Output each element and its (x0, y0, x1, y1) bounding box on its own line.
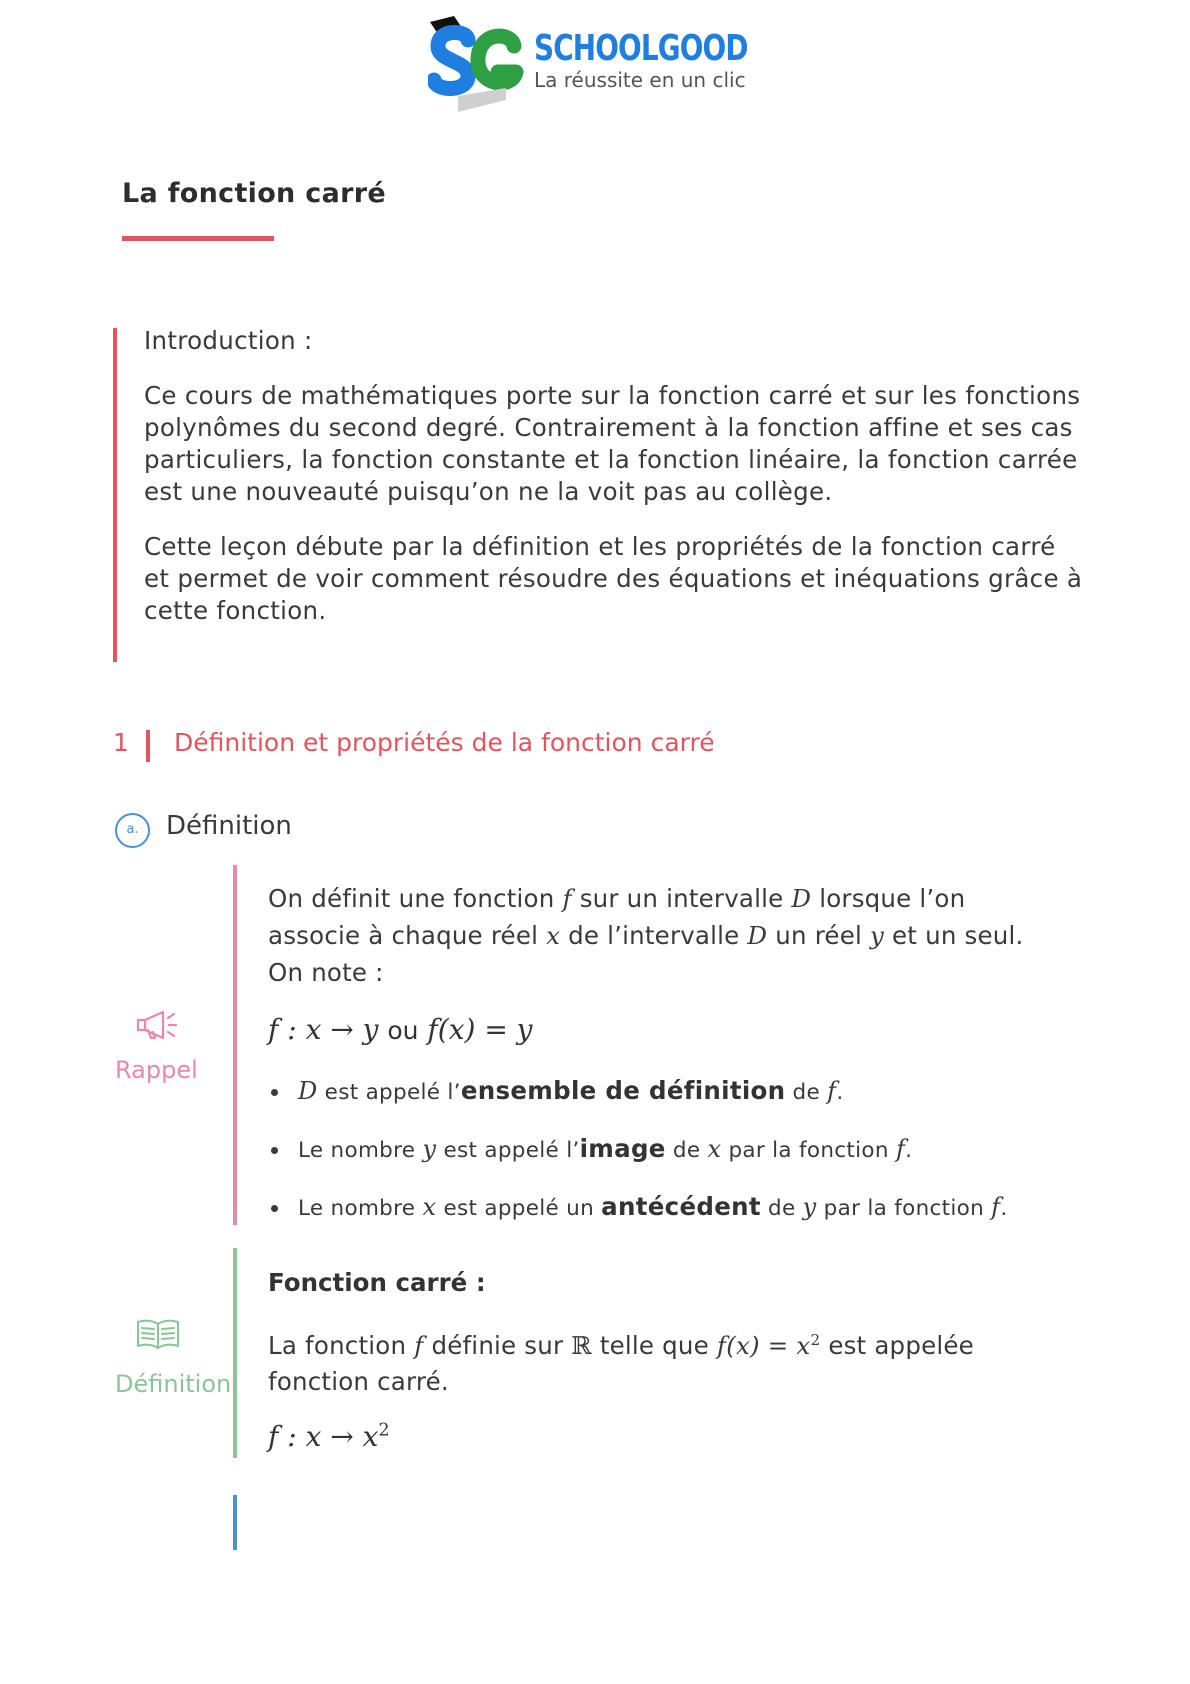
text-segment: Le nombre (298, 1138, 423, 1163)
math-x: x (422, 1193, 437, 1221)
math-f: f (991, 1193, 1001, 1221)
definition-accent-bar (233, 1248, 237, 1458)
math-reals: ℝ (571, 1331, 592, 1361)
rappel-text (268, 880, 1098, 991)
list-item (268, 1128, 1098, 1186)
schoolgood-logo[interactable] (428, 16, 778, 112)
formula-left: f : x → y (268, 1013, 379, 1046)
math-exponent: 2 (810, 1331, 821, 1349)
intro-heading: Introduction : (144, 326, 313, 355)
megaphone-icon (136, 1009, 180, 1041)
text-segment: un réel (767, 921, 870, 950)
formula-ou: ou (387, 1016, 419, 1045)
math-f: f (414, 1331, 424, 1361)
text-segment: de (665, 1138, 708, 1163)
math-D: D (298, 1077, 318, 1105)
text-segment: est appelée (820, 1331, 974, 1361)
text-segment: de (785, 1080, 828, 1105)
math-D: D (791, 884, 812, 913)
intro-paragraph-2: Cette leçon débute par la définition et les propriétés de la fonction carré et permet de voir comment résoudre des équations et inéquations grâce à cette fonction. (144, 532, 1083, 625)
text-segment: par la fonction (816, 1196, 992, 1221)
text-segment: sur un intervalle (571, 884, 792, 913)
text-segment: Le nombre (298, 1196, 423, 1221)
text-segment: et un seul. (884, 921, 1024, 950)
text-segment: de (760, 1196, 803, 1221)
text-segment: fonction carré. (268, 1367, 449, 1397)
section-accent-bar (146, 730, 150, 762)
text-segment: . (836, 1080, 844, 1105)
rappel-label: Rappel (115, 1056, 198, 1084)
text-segment: est appelé un (436, 1196, 602, 1221)
text-segment: définie sur (423, 1331, 572, 1361)
math-fx: f(x) = x (716, 1331, 811, 1361)
subsection-marker: a. (115, 813, 150, 848)
intro-accent-bar (113, 328, 117, 662)
math-f: f (562, 884, 572, 913)
open-book-icon (135, 1318, 181, 1352)
math-x: x (546, 921, 561, 950)
brand-tagline: La réussite en un clic (534, 68, 746, 92)
logo-mark-icon (428, 16, 528, 112)
rappel-formula (268, 1013, 533, 1046)
formula-right: f(x) = y (427, 1013, 533, 1046)
math-f: f (895, 1135, 906, 1163)
list-item (268, 1186, 1098, 1244)
formula-exponent: 2 (378, 1420, 390, 1441)
intro-block (144, 325, 1084, 650)
text-segment: par la fonction (721, 1138, 896, 1163)
text-segment: La fonction (268, 1331, 415, 1361)
text-segment: On définit une fonction (268, 884, 563, 913)
math-y: y (422, 1135, 437, 1163)
intro-paragraph-1: Ce cours de mathématiques porte sur la fonction carré et sur les fonctions polynômes du second degré. Contrairement à la fonction affine et ses cas particuliers, la fonction constante et la fonction linéaire, la fonction carrée est une nouveauté puisqu’on ne la voit pas au collège. (144, 381, 1081, 506)
text-segment: telle que (591, 1331, 717, 1361)
text-segment: lorsque l’on (811, 884, 966, 913)
text-segment: est appelé l’ (436, 1138, 580, 1163)
definition-formula (268, 1420, 390, 1453)
bold-term: ensemble de définition (460, 1076, 786, 1105)
rappel-line-1 (268, 880, 1098, 917)
definition-title: Fonction carré : (268, 1268, 486, 1297)
next-box-accent-bar (233, 1495, 237, 1550)
text-segment: est appelé l’ (317, 1080, 461, 1105)
bold-term: image (579, 1134, 666, 1163)
rappel-line-2 (268, 917, 1098, 954)
bold-term: antécédent (601, 1192, 761, 1221)
rappel-accent-bar (233, 865, 237, 1225)
math-f: f (827, 1077, 837, 1105)
text-segment: . (905, 1138, 913, 1163)
text-segment: . (1000, 1196, 1008, 1221)
title-underline (122, 236, 274, 241)
text-segment: associe à chaque réel (268, 921, 547, 950)
math-D: D (747, 921, 768, 950)
section-title: Définition et propriétés de la fonction carré (174, 728, 715, 757)
subsection-title: Définition (166, 811, 292, 841)
math-y: y (869, 921, 885, 950)
rappel-line-3: On note : (268, 958, 384, 987)
brand-name: SCHOOLGOOD (534, 28, 748, 69)
rappel-bullet-list (268, 1070, 1098, 1244)
text-segment: de l’intervalle (560, 921, 748, 950)
page-title: La fonction carré (122, 178, 386, 209)
math-y: y (802, 1193, 817, 1221)
math-x: x (707, 1135, 722, 1163)
section-number: 1 (113, 728, 129, 757)
definition-text (268, 1322, 1098, 1400)
definition-label: Définition (115, 1370, 232, 1398)
list-item (268, 1070, 1098, 1128)
formula-main: f : x → x (268, 1420, 379, 1453)
